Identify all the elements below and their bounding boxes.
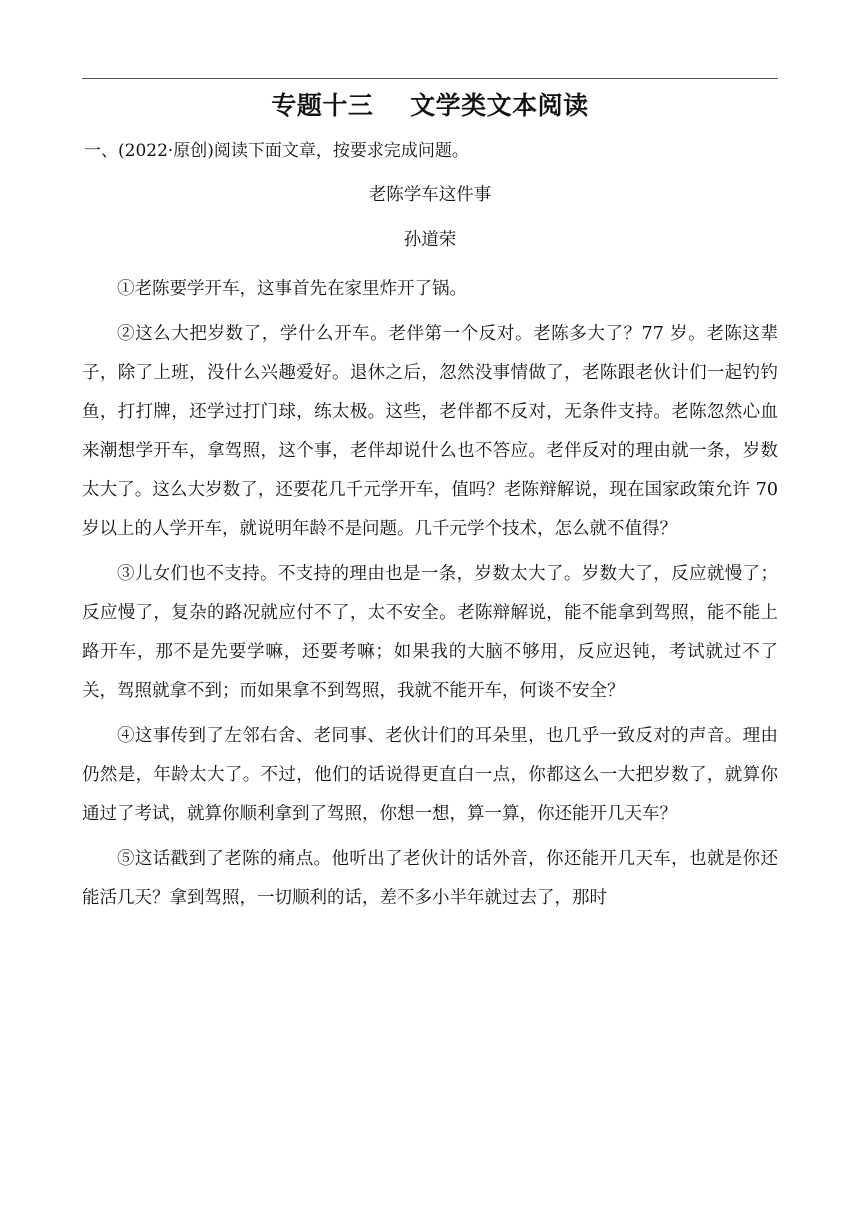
paragraph-2: ②这么大把岁数了，学什么开车。老伴第一个反对。老陈多大了？77 岁。老陈这辈子，除了上班，没什么兴趣爱好。退休之后，忽然没事情做了，老陈跟老伙计们一起钓钓鱼，打打牌，还学过打门球，练太极。这些，老伴都不反对，无条件支持。老陈忽然心血来潮想学开车，拿驾照，这个事，老伴却说什么也不答应。老伴反对的理由就一条，岁数太大了。这么大岁数了，还要花几千元学开车，值吗？老陈辩解说，现在国家政策允许 70 岁以上的人学开车，就说明年龄不是问题。几千元学个技术，怎么就不值得？ [82, 324, 779, 539]
page-title: 专题十三 文学类文本阅读 [271, 91, 589, 120]
article-title: 老陈学车这件事 [368, 185, 492, 205]
article-author: 孙道荣 [403, 230, 457, 250]
paragraph-1: ①老陈要学开车，这事首先在家里炸开了锅。 [117, 279, 467, 299]
paragraph-3: ③儿女们也不支持。不支持的理由也是一条，岁数太大了。岁数大了，反应就慢了；反应慢了，复杂的路况就应付不了，太不安全。老陈辩解说，能不能拿到驾照，能不能上路开车，那不是先要学嘛，还要考嘛；如果我的大脑不够用，反应迟钝，考试就过不了关，驾照就拿不到；而如果拿不到驾照，我就不能开车，何谈不安全？ [82, 564, 778, 701]
article-body [82, 270, 778, 918]
paragraph-4: ④这事传到了左邻右舍、老同事、老伙计们的耳朵里，也几乎一致反对的声音。理由仍然是，年龄太大了。不过，他们的话说得更直白一点，你都这么一大把岁数了，就算你通过了考试，就算你顺利拿到了驾照，你想一想，算一算，你还能开几天车？ [82, 726, 778, 824]
header-rule [82, 78, 778, 79]
paragraph-5: ⑤这话戳到了老陈的痛点。他听出了老伙计的话外音，你还能开几天车，也就是你还能活几天？拿到驾照，一切顺利的话，差不多小半年就过去了，那时 [82, 849, 778, 908]
question-intro: 一、(2022·原创)阅读下面文章，按要求完成问题。 [84, 141, 469, 161]
